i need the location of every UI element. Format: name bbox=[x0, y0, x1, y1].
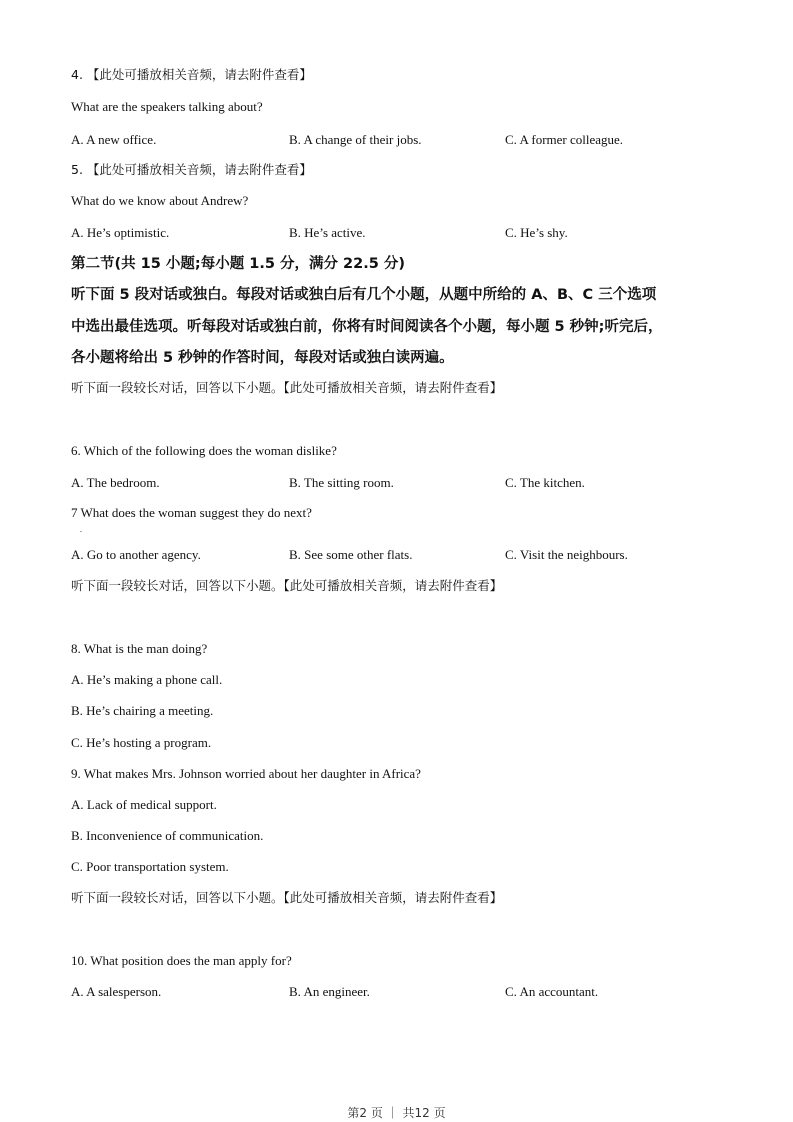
q9-option-b: B. Inconvenience of communication. bbox=[71, 828, 264, 843]
q4-option-c: C. A former colleague. bbox=[505, 132, 624, 147]
q6-question: 6. Which of the following does the woman dislike? bbox=[71, 443, 337, 458]
q9-option-a: A. Lack of medical support. bbox=[71, 797, 217, 812]
q10-option-a: A. A salesperson. bbox=[71, 984, 162, 999]
q10-option-c: C. An accountant. bbox=[505, 984, 599, 999]
q9-question: 9. What makes Mrs. Johnson worried about her daughter in Africa? bbox=[71, 766, 421, 781]
q5-option-b: B. He’s active. bbox=[289, 225, 366, 240]
q6-option-a: A. The bedroom. bbox=[71, 475, 160, 490]
q8-option-c: C. He’s hosting a program. bbox=[71, 735, 212, 750]
q4-question: What are the speakers talking about? bbox=[71, 99, 263, 114]
q4-option-b: B. A change of their jobs. bbox=[289, 132, 422, 147]
q10-question: 10. What position does the man apply for? bbox=[71, 953, 292, 968]
dialogue3-note: 听下面一段较长对话，回答以下小题。【此处可播放相关音频，请去附件查看】 bbox=[71, 890, 503, 905]
section2-instruction-line2: 中选出最佳选项。听每段对话或独白前，你将有时间阅读各个小题，每小题 5 秒钟;听完后， bbox=[71, 319, 663, 335]
dialogue1-note: 听下面一段较长对话，回答以下小题。【此处可播放相关音频，请去附件查看】 bbox=[71, 380, 503, 395]
q7-dot: . bbox=[80, 525, 82, 534]
q4-option-a: A. A new office. bbox=[71, 132, 157, 147]
q5-question: What do we know about Andrew? bbox=[71, 193, 249, 208]
q5-audio-note: 5. 【此处可播放相关音频，请去附件查看】 bbox=[71, 162, 312, 177]
section2-instruction-line1: 听下面 5 段对话或独白。每段对话或独白后有几个小题，从题中所给的 A、B、C 三个选项 bbox=[71, 287, 657, 303]
q7-option-c: C. Visit the neighbours. bbox=[505, 547, 628, 562]
q4-audio-note: 4. 【此处可播放相关音频，请去附件查看】 bbox=[71, 67, 312, 82]
q8-question: 8. What is the man doing? bbox=[71, 641, 208, 656]
section2-instruction-line3: 各小题将给出 5 秒钟的作答时间，每段对话或独白读两遍。 bbox=[71, 350, 454, 366]
section2-title: 第二节(共 15 小题;每小题 1.5 分，满分 22.5 分) bbox=[71, 256, 405, 272]
dialogue2-note: 听下面一段较长对话，回答以下小题。【此处可播放相关音频，请去附件查看】 bbox=[71, 578, 503, 593]
q10-option-b: B. An engineer. bbox=[289, 984, 370, 999]
q7-option-b: B. See some other flats. bbox=[289, 547, 413, 562]
page-footer: 第2 页 ｜ 共12 页 bbox=[347, 1106, 446, 1120]
q5-option-a: A. He’s optimistic. bbox=[71, 225, 170, 240]
q8-option-b: B. He’s chairing a meeting. bbox=[71, 703, 214, 718]
q7-question: 7 What does the woman suggest they do next? bbox=[71, 505, 312, 520]
q7-option-a: A. Go to another agency. bbox=[71, 547, 201, 562]
q5-option-c: C. He’s shy. bbox=[505, 225, 568, 240]
q8-option-a: A. He’s making a phone call. bbox=[71, 672, 223, 687]
q6-option-c: C. The kitchen. bbox=[505, 475, 585, 490]
q9-option-c: C. Poor transportation system. bbox=[71, 859, 229, 874]
q6-option-b: B. The sitting room. bbox=[289, 475, 394, 490]
